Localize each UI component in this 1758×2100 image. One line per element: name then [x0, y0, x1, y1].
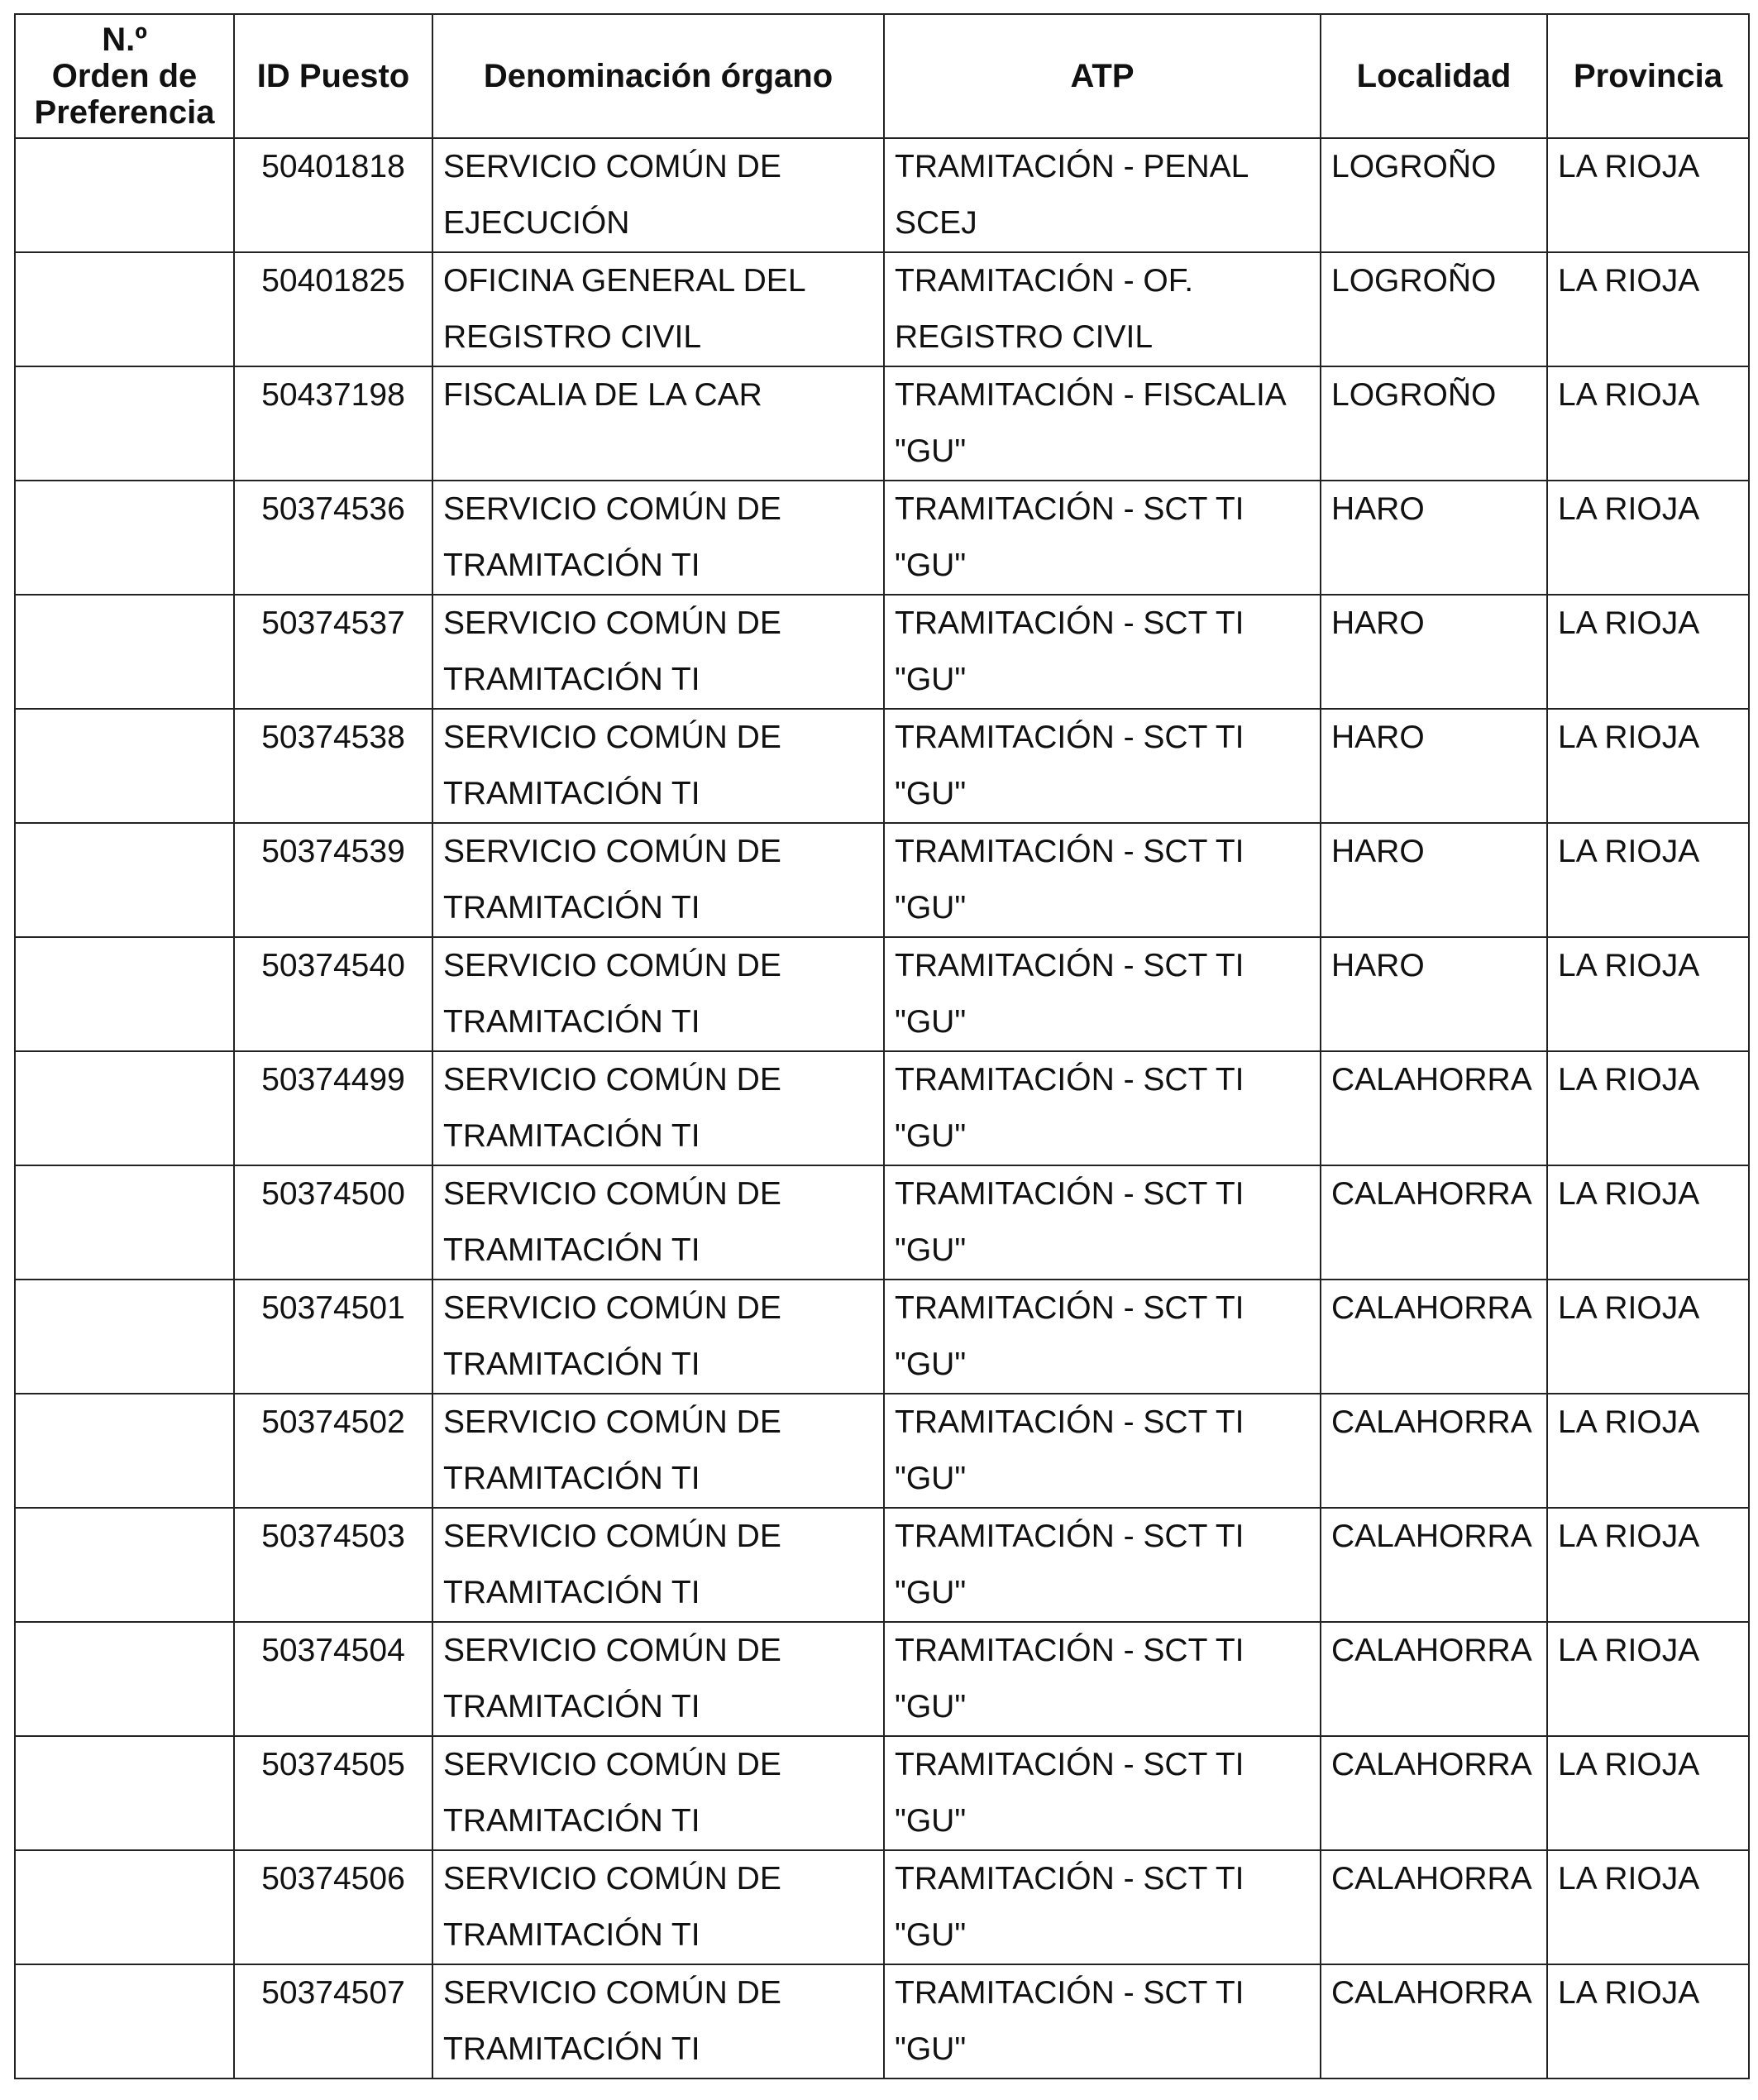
- organo-cell: [432, 252, 884, 366]
- order-cell: [15, 481, 234, 595]
- organo-line: SERVICIO COMÚN DE: [443, 1747, 781, 1782]
- organo-line: TRAMITACIÓN TI: [443, 1917, 700, 1953]
- header-row: [15, 14, 1749, 138]
- atp-line: "GU": [895, 776, 967, 811]
- order-cell: [15, 138, 234, 252]
- localidad-cell: CALAHORRA: [1321, 1280, 1547, 1394]
- id-puesto-cell: 50374538: [234, 709, 432, 823]
- atp-line: TRAMITACIÓN - FISCALIA: [895, 377, 1287, 413]
- organo-line: SERVICIO COMÚN DE: [443, 1519, 781, 1554]
- organo-line: SERVICIO COMÚN DE: [443, 1176, 781, 1212]
- organo-line: SERVICIO COMÚN DE: [443, 720, 781, 755]
- order-cell: [15, 823, 234, 937]
- table-row: [15, 138, 1749, 252]
- atp-line: TRAMITACIÓN - SCT TI: [895, 1290, 1244, 1326]
- id-puesto-cell: 50374539: [234, 823, 432, 937]
- localidad-cell: CALAHORRA: [1321, 1508, 1547, 1622]
- id-puesto-cell: 50374507: [234, 1964, 432, 2078]
- organo-line: EJECUCIÓN: [443, 205, 630, 241]
- localidad-cell: LOGROÑO: [1321, 252, 1547, 366]
- atp-line: TRAMITACIÓN - SCT TI: [895, 1062, 1244, 1098]
- organo-line: REGISTRO CIVIL: [443, 319, 702, 355]
- provincia-cell: LA RIOJA: [1547, 1964, 1749, 2078]
- header-atp: ATP: [884, 14, 1321, 138]
- id-puesto-cell: 50374501: [234, 1280, 432, 1394]
- organo-cell: [432, 1051, 884, 1165]
- organo-cell: [432, 823, 884, 937]
- atp-line: "GU": [895, 1232, 967, 1268]
- organo-line: SERVICIO COMÚN DE: [443, 1290, 781, 1326]
- atp-cell: [884, 1964, 1321, 2078]
- id-puesto-cell: 50401818: [234, 138, 432, 252]
- header-order-line: Orden de: [51, 58, 198, 94]
- organo-line: TRAMITACIÓN TI: [443, 776, 700, 811]
- organo-line: SERVICIO COMÚN DE: [443, 605, 781, 641]
- table-row: [15, 252, 1749, 366]
- provincia-cell: LA RIOJA: [1547, 823, 1749, 937]
- atp-line: TRAMITACIÓN - SCT TI: [895, 491, 1244, 527]
- atp-cell: [884, 252, 1321, 366]
- organo-line: FISCALIA DE LA CAR: [443, 377, 762, 413]
- organo-cell: [432, 138, 884, 252]
- organo-cell: [432, 937, 884, 1051]
- localidad-cell: CALAHORRA: [1321, 1964, 1547, 2078]
- atp-cell: [884, 1165, 1321, 1280]
- id-puesto-cell: 50374540: [234, 937, 432, 1051]
- organo-cell: [432, 1850, 884, 1964]
- provincia-cell: LA RIOJA: [1547, 1394, 1749, 1508]
- organo-line: TRAMITACIÓN TI: [443, 1575, 700, 1610]
- organo-line: TRAMITACIÓN TI: [443, 1004, 700, 1040]
- localidad-cell: LOGROÑO: [1321, 138, 1547, 252]
- table-row: [15, 823, 1749, 937]
- localidad-cell: HARO: [1321, 937, 1547, 1051]
- order-cell: [15, 1165, 234, 1280]
- order-cell: [15, 1394, 234, 1508]
- table-row: [15, 937, 1749, 1051]
- organo-line: TRAMITACIÓN TI: [443, 1347, 700, 1382]
- localidad-cell: HARO: [1321, 709, 1547, 823]
- provincia-cell: LA RIOJA: [1547, 1850, 1749, 1964]
- organo-cell: [432, 366, 884, 481]
- table-row: [15, 1964, 1749, 2078]
- atp-cell: [884, 366, 1321, 481]
- positions-table: [14, 13, 1750, 2079]
- atp-line: TRAMITACIÓN - OF.: [895, 263, 1194, 299]
- atp-line: "GU": [895, 433, 967, 469]
- atp-line: "GU": [895, 890, 967, 926]
- provincia-cell: LA RIOJA: [1547, 1622, 1749, 1736]
- organo-line: TRAMITACIÓN TI: [443, 2031, 700, 2067]
- table-header: [15, 14, 1749, 138]
- atp-cell: [884, 1736, 1321, 1850]
- id-puesto-cell: 50374504: [234, 1622, 432, 1736]
- header-localidad: Localidad: [1321, 14, 1547, 138]
- table-row: [15, 1736, 1749, 1850]
- provincia-cell: LA RIOJA: [1547, 138, 1749, 252]
- order-cell: [15, 1622, 234, 1736]
- atp-line: SCEJ: [895, 205, 977, 241]
- organo-line: TRAMITACIÓN TI: [443, 890, 700, 926]
- atp-line: "GU": [895, 1917, 967, 1953]
- provincia-cell: LA RIOJA: [1547, 709, 1749, 823]
- provincia-cell: LA RIOJA: [1547, 595, 1749, 709]
- provincia-cell: LA RIOJA: [1547, 1280, 1749, 1394]
- organo-line: TRAMITACIÓN TI: [443, 1803, 700, 1839]
- id-puesto-cell: 50437198: [234, 366, 432, 481]
- organo-line: SERVICIO COMÚN DE: [443, 834, 781, 869]
- atp-line: "GU": [895, 548, 967, 583]
- provincia-cell: LA RIOJA: [1547, 1051, 1749, 1165]
- provincia-cell: LA RIOJA: [1547, 1508, 1749, 1622]
- organo-cell: [432, 709, 884, 823]
- organo-line: SERVICIO COMÚN DE: [443, 491, 781, 527]
- order-cell: [15, 595, 234, 709]
- organo-cell: [432, 1165, 884, 1280]
- organo-line: TRAMITACIÓN TI: [443, 1118, 700, 1154]
- organo-cell: [432, 1280, 884, 1394]
- atp-line: "GU": [895, 1803, 967, 1839]
- organo-line: SERVICIO COMÚN DE: [443, 149, 781, 184]
- organo-cell: [432, 1394, 884, 1508]
- organo-line: TRAMITACIÓN TI: [443, 1689, 700, 1724]
- localidad-cell: HARO: [1321, 481, 1547, 595]
- id-puesto-cell: 50374499: [234, 1051, 432, 1165]
- atp-line: TRAMITACIÓN - SCT TI: [895, 1519, 1244, 1554]
- order-cell: [15, 1051, 234, 1165]
- atp-line: TRAMITACIÓN - SCT TI: [895, 1747, 1244, 1782]
- table-row: [15, 595, 1749, 709]
- atp-cell: [884, 1850, 1321, 1964]
- atp-cell: [884, 1622, 1321, 1736]
- atp-line: REGISTRO CIVIL: [895, 319, 1154, 355]
- atp-line: TRAMITACIÓN - SCT TI: [895, 1404, 1244, 1440]
- organo-line: TRAMITACIÓN TI: [443, 548, 700, 583]
- atp-line: TRAMITACIÓN - SCT TI: [895, 948, 1244, 983]
- header-provincia: Provincia: [1547, 14, 1749, 138]
- provincia-cell: LA RIOJA: [1547, 481, 1749, 595]
- order-cell: [15, 1508, 234, 1622]
- organo-cell: [432, 1508, 884, 1622]
- id-puesto-cell: 50374537: [234, 595, 432, 709]
- table-row: [15, 1165, 1749, 1280]
- organo-line: TRAMITACIÓN TI: [443, 1232, 700, 1268]
- order-cell: [15, 937, 234, 1051]
- id-puesto-cell: 50374536: [234, 481, 432, 595]
- atp-cell: [884, 1051, 1321, 1165]
- id-puesto-cell: 50374500: [234, 1165, 432, 1280]
- organo-cell: [432, 1622, 884, 1736]
- atp-line: "GU": [895, 662, 967, 697]
- atp-line: "GU": [895, 1347, 967, 1382]
- order-cell: [15, 709, 234, 823]
- organo-line: SERVICIO COMÚN DE: [443, 1404, 781, 1440]
- provincia-cell: LA RIOJA: [1547, 252, 1749, 366]
- table-row: [15, 366, 1749, 481]
- atp-line: TRAMITACIÓN - SCT TI: [895, 720, 1244, 755]
- organo-line: SERVICIO COMÚN DE: [443, 1062, 781, 1098]
- localidad-cell: LOGROÑO: [1321, 366, 1547, 481]
- organo-line: SERVICIO COMÚN DE: [443, 1975, 781, 2011]
- header-order-line: N.º: [102, 22, 147, 58]
- localidad-cell: CALAHORRA: [1321, 1622, 1547, 1736]
- atp-cell: [884, 709, 1321, 823]
- table-row: [15, 481, 1749, 595]
- atp-line: TRAMITACIÓN - SCT TI: [895, 1176, 1244, 1212]
- organo-line: TRAMITACIÓN TI: [443, 662, 700, 697]
- atp-line: "GU": [895, 1004, 967, 1040]
- order-cell: [15, 252, 234, 366]
- atp-line: TRAMITACIÓN - SCT TI: [895, 834, 1244, 869]
- order-cell: [15, 366, 234, 481]
- organo-line: SERVICIO COMÚN DE: [443, 1861, 781, 1897]
- provincia-cell: LA RIOJA: [1547, 1165, 1749, 1280]
- atp-line: TRAMITACIÓN - PENAL: [895, 149, 1249, 184]
- header-order: [15, 14, 234, 138]
- table-body: [15, 138, 1749, 2078]
- header-order-line: Preferencia: [34, 94, 215, 131]
- table-row: [15, 1394, 1749, 1508]
- atp-cell: [884, 481, 1321, 595]
- table-row: [15, 1280, 1749, 1394]
- atp-line: TRAMITACIÓN - SCT TI: [895, 1861, 1244, 1897]
- atp-cell: [884, 1280, 1321, 1394]
- organo-cell: [432, 481, 884, 595]
- header-id: ID Puesto: [234, 14, 432, 138]
- atp-line: "GU": [895, 2031, 967, 2067]
- atp-line: TRAMITACIÓN - SCT TI: [895, 1975, 1244, 2011]
- atp-line: "GU": [895, 1118, 967, 1154]
- atp-cell: [884, 823, 1321, 937]
- id-puesto-cell: 50374505: [234, 1736, 432, 1850]
- organo-cell: [432, 595, 884, 709]
- id-puesto-cell: 50374506: [234, 1850, 432, 1964]
- id-puesto-cell: 50401825: [234, 252, 432, 366]
- organo-line: TRAMITACIÓN TI: [443, 1461, 700, 1496]
- localidad-cell: CALAHORRA: [1321, 1051, 1547, 1165]
- atp-cell: [884, 1394, 1321, 1508]
- table-row: [15, 1850, 1749, 1964]
- localidad-cell: HARO: [1321, 823, 1547, 937]
- order-cell: [15, 1850, 234, 1964]
- provincia-cell: LA RIOJA: [1547, 366, 1749, 481]
- organo-line: OFICINA GENERAL DEL: [443, 263, 806, 299]
- id-puesto-cell: 50374502: [234, 1394, 432, 1508]
- atp-line: TRAMITACIÓN - SCT TI: [895, 1633, 1244, 1668]
- table-row: [15, 1622, 1749, 1736]
- organo-cell: [432, 1736, 884, 1850]
- table-row: [15, 709, 1749, 823]
- provincia-cell: LA RIOJA: [1547, 937, 1749, 1051]
- localidad-cell: CALAHORRA: [1321, 1165, 1547, 1280]
- atp-cell: [884, 595, 1321, 709]
- order-cell: [15, 1736, 234, 1850]
- provincia-cell: LA RIOJA: [1547, 1736, 1749, 1850]
- atp-line: TRAMITACIÓN - SCT TI: [895, 605, 1244, 641]
- atp-cell: [884, 138, 1321, 252]
- localidad-cell: CALAHORRA: [1321, 1850, 1547, 1964]
- id-puesto-cell: 50374503: [234, 1508, 432, 1622]
- atp-cell: [884, 1508, 1321, 1622]
- table-row: [15, 1508, 1749, 1622]
- order-cell: [15, 1964, 234, 2078]
- organo-cell: [432, 1964, 884, 2078]
- table-row: [15, 1051, 1749, 1165]
- localidad-cell: HARO: [1321, 595, 1547, 709]
- atp-cell: [884, 937, 1321, 1051]
- localidad-cell: CALAHORRA: [1321, 1736, 1547, 1850]
- atp-line: "GU": [895, 1461, 967, 1496]
- organo-line: SERVICIO COMÚN DE: [443, 948, 781, 983]
- order-cell: [15, 1280, 234, 1394]
- organo-line: SERVICIO COMÚN DE: [443, 1633, 781, 1668]
- atp-line: "GU": [895, 1689, 967, 1724]
- atp-line: "GU": [895, 1575, 967, 1610]
- header-organo: Denominación órgano: [432, 14, 884, 138]
- localidad-cell: CALAHORRA: [1321, 1394, 1547, 1508]
